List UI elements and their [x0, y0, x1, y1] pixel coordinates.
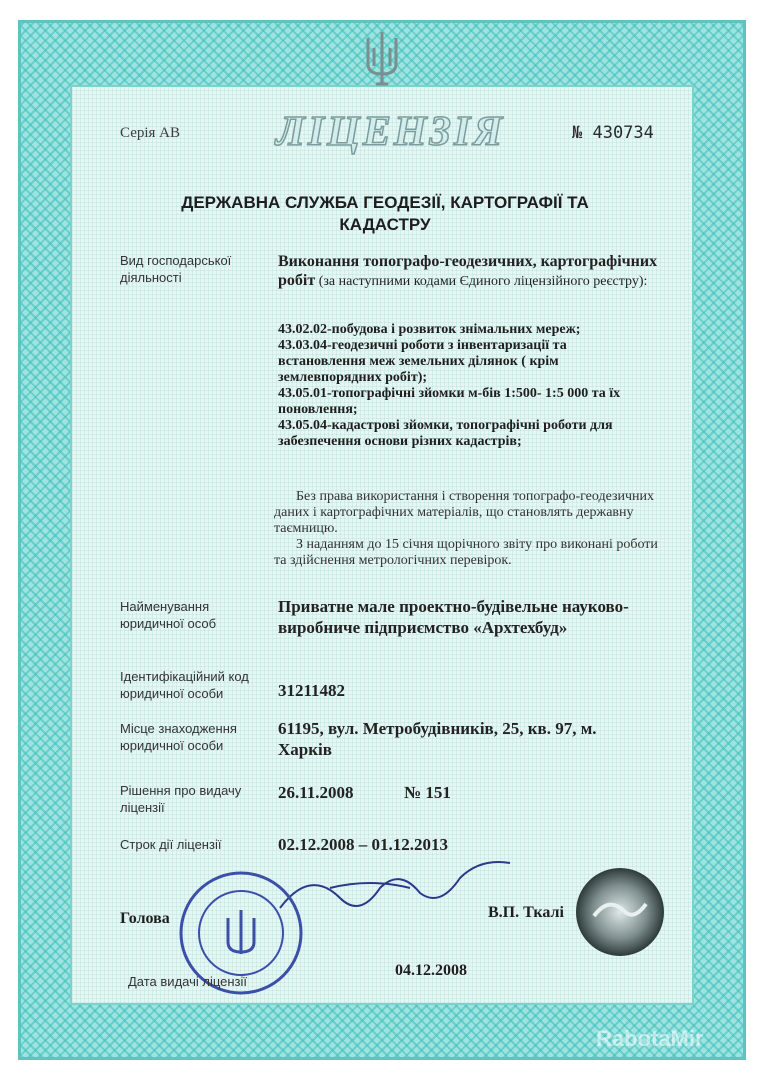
- restriction-note: Без права використання і створення топографо-геодезичних даних і картографічних матеріалів, що становлять державну таємницю.: [274, 489, 655, 536]
- address-label: Місце знаходження юридичної особи: [120, 721, 237, 753]
- restriction-notes: [274, 489, 664, 569]
- entity-code-value: 31211482: [278, 681, 346, 700]
- activity-code: 43.02.02-побудова і розвиток знімальних мереж;: [278, 322, 581, 337]
- hologram-sticker: [574, 866, 666, 958]
- document-title: ЛІЦЕНЗІЯ: [276, 109, 506, 155]
- decision-number: № 151: [404, 783, 451, 802]
- trident-emblem-icon: [360, 28, 404, 88]
- activity-codes-list: [278, 322, 658, 450]
- activity-value-note: (за наступними кодами Єдиного ліцензійного реєстру):: [315, 274, 648, 289]
- address-value: 61195, вул. Метробудівників, 25, кв. 97, м. Харків: [278, 719, 597, 759]
- decision-date: 26.11.2008: [278, 783, 354, 802]
- activity-value-bold: Виконання топографо-геодезичних, картографічних робіт: [278, 253, 658, 289]
- term-value: 02.12.2008 – 01.12.2013: [278, 835, 448, 854]
- issue-date: 04.12.2008: [395, 962, 467, 979]
- license-number: № 430734: [572, 123, 654, 143]
- activity-code: 43.05.01-топографічні зйомки м-бів 1:500- 1:5 000 та їх поновлення;: [278, 386, 621, 417]
- activity-value: [278, 252, 658, 291]
- entity-name-value: Приватне мале проектно-будівельне науково-виробниче підприємство «Архтехбуд»: [278, 597, 629, 637]
- entity-name-label: Найменування юридичної особ: [120, 599, 217, 631]
- signature-scribble: [270, 848, 520, 928]
- entity-code-label: Ідентифікаційний код юридичної особи: [120, 669, 249, 701]
- activity-label: Вид господарської діяльності: [120, 253, 232, 285]
- activity-code: 43.03.04-геодезичні роботи з інвентаризації та встановлення меж земельних ділянок ( крім землевпорядних робіт);: [278, 338, 567, 385]
- head-label: Голова: [120, 910, 170, 927]
- restriction-note: З наданням до 15 січня щорічного звіту про виконані роботи та здійснення метрологічних перевірок.: [274, 537, 658, 568]
- issue-date-label: Дата видачі ліцензії: [128, 974, 248, 989]
- term-label: Строк дії ліцензії: [120, 837, 222, 852]
- series-label: Серія АВ: [120, 125, 180, 141]
- signer-name: В.П. Ткалі: [488, 904, 564, 921]
- decision-label: Рішення про видачу ліцензії: [120, 783, 242, 815]
- agency-name: ДЕРЖАВНА СЛУЖБА ГЕОДЕЗІЇ, КАРТОГРАФІЇ ТА КАДАСТРУ: [181, 193, 589, 234]
- watermark-text: RabotaMir: [596, 1026, 704, 1051]
- activity-code: 43.05.04-кадастрові зйомки, топографічні роботи для забезпечення основи різних кадастрів;: [278, 418, 613, 449]
